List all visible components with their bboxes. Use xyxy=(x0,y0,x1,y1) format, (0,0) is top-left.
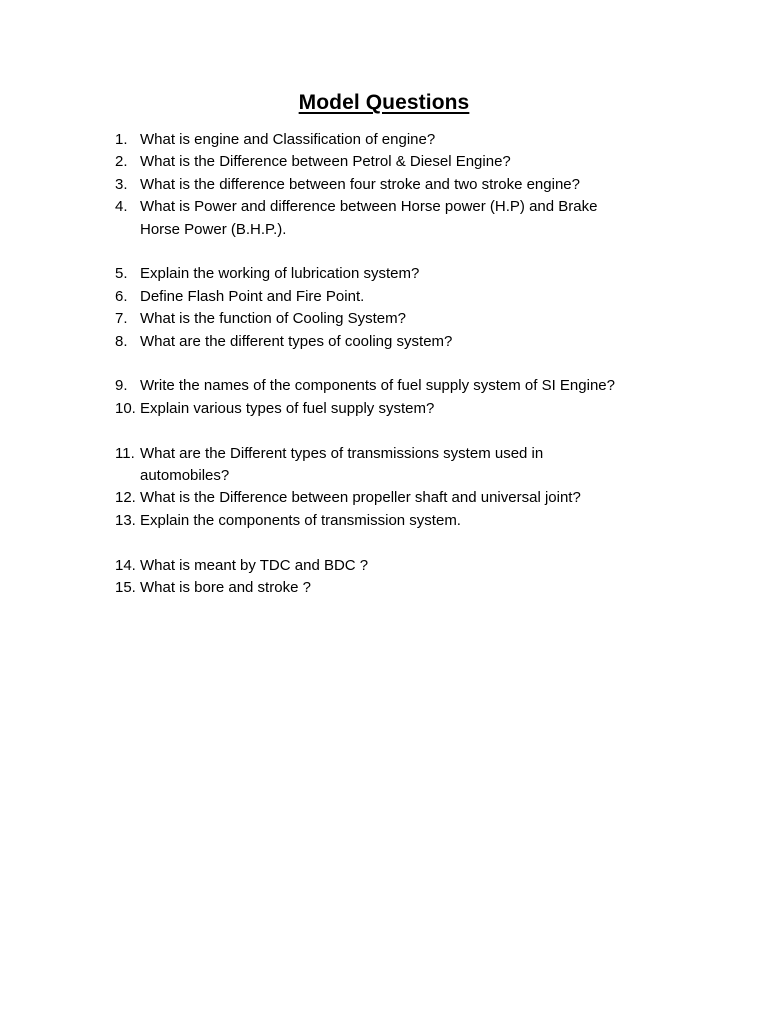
list-item xyxy=(115,510,675,532)
item-number: 11. xyxy=(115,444,135,462)
list-item xyxy=(115,196,675,241)
item-number: 7. xyxy=(115,310,128,328)
list-item xyxy=(115,129,675,151)
item-number: 15. xyxy=(115,579,136,597)
list-item xyxy=(115,174,675,196)
item-text: What is the Difference between Petrol & Diesel Engine? xyxy=(140,153,511,171)
item-number: 6. xyxy=(115,287,128,305)
item-number: 10. xyxy=(115,399,136,417)
list-item xyxy=(115,398,675,420)
item-number: 4. xyxy=(115,198,128,216)
list-item xyxy=(115,331,675,353)
group-spacer xyxy=(115,353,675,375)
item-text: Explain the working of lubrication system? xyxy=(140,265,420,283)
list-item xyxy=(115,443,675,488)
item-text: What are the different types of cooling system? xyxy=(140,332,453,350)
item-number: 13. xyxy=(115,511,136,529)
item-number: 12. xyxy=(115,489,136,507)
item-number: 3. xyxy=(115,175,128,193)
group-spacer xyxy=(115,532,675,554)
item-text: Write the names of the components of fuel supply system of SI Engine? xyxy=(140,377,615,395)
item-text-continued: Horse Power (B.H.P.). xyxy=(140,220,287,238)
list-item xyxy=(115,487,675,509)
item-number: 8. xyxy=(115,332,128,350)
list-item xyxy=(115,308,675,330)
item-number: 5. xyxy=(115,265,128,283)
item-text: What is Power and difference between Horse power (H.P) and Brake xyxy=(140,198,598,216)
list-item xyxy=(115,263,675,285)
item-number: 1. xyxy=(115,131,128,148)
item-text-continued: automobiles? xyxy=(140,467,230,485)
item-text: What is the function of Cooling System? xyxy=(140,310,406,328)
group-spacer xyxy=(115,420,675,442)
item-text: Explain the components of transmission system. xyxy=(140,511,461,529)
group-spacer xyxy=(115,241,675,263)
item-number: 9. xyxy=(115,377,128,395)
item-text: What are the Different types of transmissions system used in xyxy=(140,444,544,462)
item-number: 14. xyxy=(115,556,136,574)
item-text: What is the Difference between propeller shaft and universal joint? xyxy=(140,489,581,507)
list-item xyxy=(115,151,675,173)
page-title: Model Questions xyxy=(298,91,470,114)
item-text: What is meant by TDC and BDC ? xyxy=(140,556,369,574)
item-text: Explain various types of fuel supply system? xyxy=(140,399,435,417)
item-text: What is engine and Classification of engine? xyxy=(140,131,436,148)
item-text: What is the difference between four stroke and two stroke engine? xyxy=(140,175,580,193)
item-text: Define Flash Point and Fire Point. xyxy=(140,287,365,305)
list-item xyxy=(115,577,675,599)
item-text: What is bore and stroke ? xyxy=(140,579,311,597)
list-item xyxy=(115,555,675,577)
question-list xyxy=(115,129,675,599)
item-number: 2. xyxy=(115,153,128,171)
list-item xyxy=(115,375,675,397)
list-item xyxy=(115,286,675,308)
